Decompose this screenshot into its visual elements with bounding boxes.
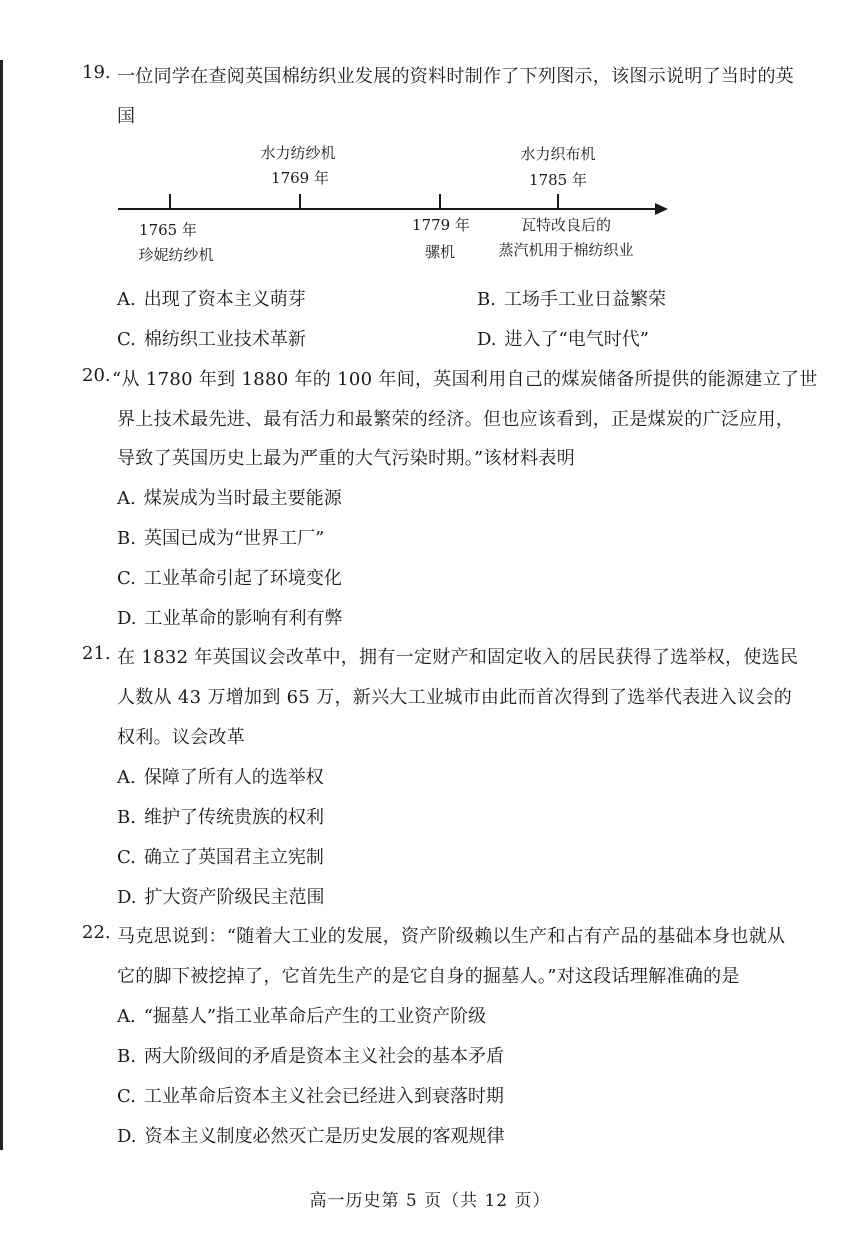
option-text: 资本主义制度必然灭亡是历史发展的客观规律 — [144, 1126, 505, 1147]
timeline-event-year: 1785 年 — [529, 171, 587, 189]
timeline-event-name: 瓦特改良后的 — [520, 216, 612, 234]
option-text: 出现了资本主义萌芽 — [143, 289, 306, 310]
option-d — [117, 1122, 505, 1148]
option-letter: B. — [117, 528, 136, 549]
question-number: 20. — [82, 365, 111, 386]
question-stem-line: “从 1780 年到 1880 年的 100 年间，英国利用自己的煤炭储备所提供的能源建立了世 — [112, 369, 818, 390]
option-b — [117, 524, 324, 550]
option-text: 扩大资产阶级民主范围 — [144, 887, 325, 908]
option-letter: A. — [117, 1006, 136, 1027]
question-stem-line: 权利。议会改革 — [117, 727, 246, 748]
option-d — [117, 604, 343, 630]
question-stem-line: 一位同学在查阅英国棉纺织业发展的资料时制作了下列图示，该图示说明了当时的英 — [117, 66, 795, 87]
timeline-event-name: 水力织布机 — [520, 145, 596, 163]
option-letter: D. — [117, 608, 137, 629]
option-letter: C. — [117, 1086, 136, 1107]
timeline-event-year: 1769 年 — [271, 169, 329, 187]
option-letter: C. — [117, 847, 136, 868]
option-c — [117, 843, 324, 869]
option-b — [477, 285, 666, 311]
question-stem-line: 导致了英国历史上最为严重的大气污染时期。”该材料表明 — [117, 448, 575, 469]
option-letter: D. — [477, 329, 497, 350]
timeline-event-year: 1779 年 — [412, 216, 470, 234]
option-letter: D. — [117, 1126, 137, 1147]
option-text: 工业革命后资本主义社会已经进入到衰落时期 — [143, 1086, 504, 1107]
option-letter: C. — [117, 568, 136, 589]
option-text: 维护了传统贵族的权利 — [143, 807, 324, 828]
timeline-event-name: 骡机 — [424, 243, 456, 261]
option-letter: B. — [117, 1046, 136, 1067]
option-text: 保障了所有人的选举权 — [143, 767, 324, 788]
option-c — [117, 325, 306, 351]
option-text: 工业革命的影响有利有弊 — [144, 608, 343, 629]
timeline-event-name: 水力纺纱机 — [260, 144, 336, 162]
option-a — [117, 285, 306, 311]
option-b — [117, 1042, 504, 1068]
timeline-arrow — [655, 203, 668, 215]
timeline-event-year: 1765 年 — [139, 221, 197, 239]
question-stem-line: 界上技术最先进、最有活力和最繁荣的经济。但也应该看到，正是煤炭的广泛应用， — [117, 409, 795, 430]
page-footer: 高一历史第 5 页（共 12 页） — [309, 1191, 551, 1211]
question-stem-line: 人数从 43 万增加到 65 万，新兴大工业城市由此而首次得到了选举代表进入议会的 — [117, 687, 792, 708]
option-d — [117, 883, 325, 909]
option-b — [117, 803, 324, 829]
question-stem-line: 它的脚下被挖掉了，它首先生产的是它自身的掘墓人。”对这段话理解准确的是 — [117, 966, 740, 987]
option-text: 工业革命引起了环境变化 — [143, 568, 342, 589]
option-c — [117, 1082, 504, 1108]
option-letter: A. — [117, 488, 136, 509]
option-d — [477, 325, 649, 351]
question-stem-line: 在 1832 年英国议会改革中，拥有一定财产和固定收入的居民获得了选举权，使选民 — [117, 647, 799, 668]
option-text: 两大阶级间的矛盾是资本主义社会的基本矛盾 — [143, 1046, 504, 1067]
option-text: 煤炭成为当时最主要能源 — [143, 488, 342, 509]
option-a — [117, 763, 324, 789]
question-stem-line: 国 — [117, 106, 136, 127]
option-letter: A. — [117, 289, 136, 310]
option-text: 棉纺织工业技术革新 — [143, 329, 306, 350]
option-letter: A. — [117, 767, 136, 788]
option-letter: B. — [117, 807, 136, 828]
option-text: “掘墓人”指工业革命后产生的工业资产阶级 — [143, 1006, 487, 1027]
option-text: 确立了英国君主立宪制 — [143, 847, 324, 868]
option-text: 工场手工业日益繁荣 — [503, 289, 666, 310]
option-c — [117, 564, 342, 590]
option-letter: C. — [117, 329, 136, 350]
timeline-event-name: 珍妮纺纱机 — [138, 246, 214, 264]
option-letter: B. — [477, 289, 496, 310]
option-a — [117, 1002, 486, 1028]
option-text: 英国已成为“世界工厂” — [143, 528, 325, 549]
option-a — [117, 484, 342, 510]
question-number: 21. — [82, 643, 111, 664]
option-letter: D. — [117, 887, 137, 908]
option-text: 进入了“电气时代” — [504, 329, 649, 350]
question-stem-line: 马克思说到：“随着大工业的发展，资产阶级赖以生产和占有产品的基础本身也就从 — [117, 926, 786, 947]
question-number: 22. — [82, 922, 111, 943]
question-number: 19. — [82, 62, 111, 83]
timeline-event-name: 蒸汽机用于棉纺织业 — [498, 241, 634, 259]
